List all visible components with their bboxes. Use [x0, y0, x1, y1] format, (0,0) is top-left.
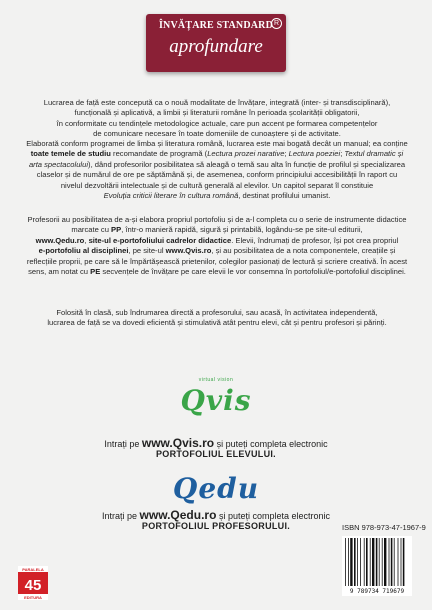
text-line [22, 191, 412, 201]
text-span: Intrați pe [102, 511, 140, 521]
isbn-number: ISBN 978-973-47-1967-9 [342, 523, 426, 532]
barcode-bar [364, 538, 365, 586]
text-line [22, 160, 412, 170]
barcode-bar [357, 538, 358, 586]
text-span: și puteți completa electronic [214, 439, 328, 449]
qedu-instruction [0, 508, 432, 522]
text-line: în conformitate cu tendințele metodologice actuale, care pun accent pe formarea competențelor [56, 118, 378, 128]
text-span: , și au posibilitatea de a nota componentele, creațiile și [211, 246, 396, 256]
qvis-instruction [0, 436, 432, 450]
registered-mark: R [271, 18, 282, 29]
italic-text: Lectura poeziei [288, 149, 341, 159]
italic-text: Lectura prozei narative [207, 149, 285, 159]
bold-text: e-portofoliu al disciplinei [38, 246, 129, 256]
publisher-number: 45 [24, 577, 42, 594]
qedu-block [0, 472, 432, 505]
text-line: reflecțiile proprii, pe care să le împărtășească prietenilor, colegilor pasionați de lectură și scriere creativă. În acest [26, 256, 408, 266]
qedu-logo: Qedu [172, 472, 260, 505]
italic-text: Evoluția criticii literare în cultura română [103, 191, 239, 201]
publisher-name: PARALELA [22, 567, 44, 572]
qvis-url[interactable]: www.Qvis.ro [141, 436, 215, 450]
text-line: lucrarea de față se va dovedi eficientă și stimulativă atât pentru elevi, cât și pentru profesori și părinți. [47, 318, 387, 328]
text-span: , într-o manieră rapidă, sigură și printabilă, logându-se pe site-ul editurii, [121, 225, 363, 235]
text-line [22, 267, 412, 277]
text-span: și puteți completa electronic [216, 511, 330, 521]
text-line: funcțională și aplicativă, a limbii și literaturii române în perioada școlarității obligatorii, [74, 108, 360, 118]
barcode-bar [401, 538, 402, 586]
barcode-bar [354, 538, 356, 586]
text-line: claselor și de numărul de ore pe săptămână și, de asemenea, conform principiului accesibilității în raport cu [36, 170, 398, 180]
intro-paragraph [22, 98, 412, 140]
barcode-digits: 9 789734 719679 [349, 588, 405, 595]
series-name: ÎNVĂȚARE STANDARD [158, 20, 274, 31]
publisher-label: EDITURA [24, 595, 42, 600]
barcode-bar [372, 538, 374, 586]
qvis-tagline: virtual vision [198, 377, 234, 383]
curriculum-paragraph [22, 139, 412, 201]
text-span: , destinat profilului umanist. [238, 191, 331, 201]
text-span: ; [340, 149, 345, 159]
text-line [22, 225, 412, 235]
italic-text: arta spectacolului [28, 159, 89, 169]
text-line: Folosită în clasă, sub îndrumarea directă a profesorului, sau acasă, în activitatea independentă, [56, 308, 378, 317]
barcode-bar [398, 538, 399, 586]
bold-text: PE [90, 267, 101, 277]
text-line: Lucrarea de față este concepută ca o nouă modalitate de învățare, integrată (inter- și transdisciplinară), [43, 98, 391, 107]
qedu-link[interactable]: www.Qedu.ro [35, 235, 85, 245]
text-line: nivelul dezvoltării intelectuale și de cultură generală al elevilor. Un capitol separat îl constituie [60, 180, 374, 190]
barcode-bar [376, 538, 378, 586]
text-span: sens, am notat cu [28, 267, 91, 277]
portfolio-paragraph [22, 215, 412, 277]
bold-text: toate temele de studiu [30, 149, 111, 159]
text-line [22, 236, 412, 246]
text-span: ), dând profesorilor posibilitatea să aleagă o temă sau alta în funcție de profilul și specializarea [88, 159, 406, 169]
qvis-logo: Qvis [180, 384, 252, 417]
text-span: , pe site-ul [128, 246, 166, 256]
qvis-link[interactable]: www.Qvis.ro [165, 246, 212, 256]
barcode-bar [384, 538, 386, 586]
text-line: Elaborată conform programei de limba și literatura română, lucrarea este mai bogată decât un manual; ea conține [26, 139, 408, 148]
barcode-bar [348, 538, 349, 586]
barcode-bar [370, 538, 371, 586]
barcode-bar [391, 538, 393, 586]
text-span: ; [284, 149, 289, 159]
text-span: , [84, 235, 89, 245]
bold-text: site-ul e-portofoliului cadrelor didactice [88, 235, 232, 245]
italic-text: Textul dramatic și [344, 149, 404, 159]
barcode-bar [394, 538, 395, 586]
barcode-bar [382, 538, 383, 586]
series-badge [146, 14, 286, 72]
barcode-bar [366, 538, 368, 586]
barcode-bar [379, 538, 380, 586]
text-line: de comunicare necesare în toate domeniile de cunoaștere și de activitate. [93, 129, 341, 139]
qvis-block [0, 377, 432, 417]
qvis-portfolio-label: PORTOFOLIUL ELEVULUI. [156, 449, 276, 459]
barcode-bar [389, 538, 390, 586]
barcode-bar [345, 538, 346, 586]
text-span: . Elevii, îndrumați de profesor, își pot crea propriul [231, 235, 399, 245]
barcode [342, 536, 412, 596]
text-span: Intrați pe [104, 439, 142, 449]
text-line [22, 149, 412, 159]
qedu-url[interactable]: www.Qedu.ro [139, 508, 217, 522]
qedu-portfolio-label: PORTOFOLIUL PROFESORULUI. [141, 521, 291, 531]
usage-paragraph [22, 308, 412, 329]
series-subtitle: aprofundare [169, 36, 263, 57]
barcode-bar [350, 538, 352, 586]
text-span: secvențele de învățare pe care elevii le vor consemna în portofoliul/e-portofoliul disciplinei. [100, 267, 406, 277]
text-span: marcate cu [71, 225, 112, 235]
publisher-logo [18, 566, 48, 600]
bold-text: PP [111, 225, 122, 235]
text-span: recomandate de programă ( [110, 149, 208, 159]
barcode-bar [360, 538, 361, 586]
text-line: Profesorii au posibilitatea de a-și elabora propriul portofoliu și de a-l completa cu o serie de instrumente didactice [27, 215, 407, 224]
text-line [22, 246, 412, 256]
barcode-bar [403, 538, 405, 586]
